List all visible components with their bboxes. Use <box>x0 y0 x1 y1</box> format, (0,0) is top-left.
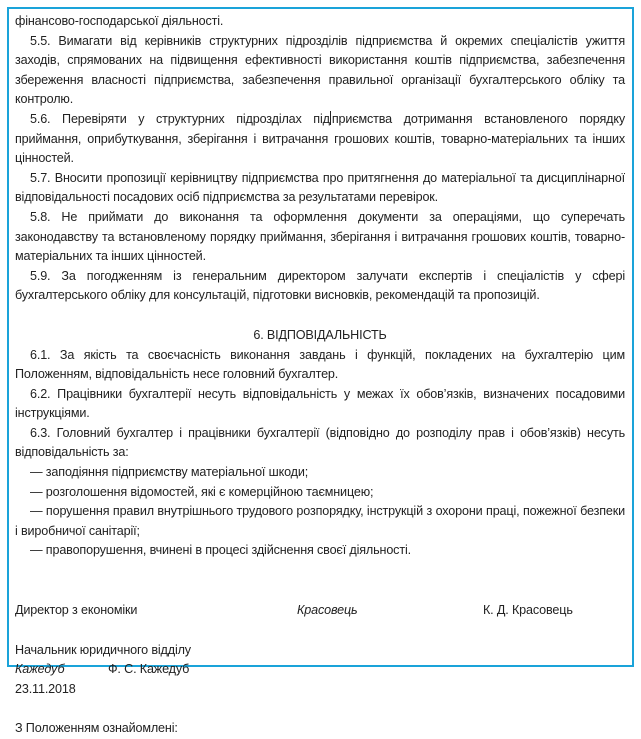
clause-6-2: 6.2. Працівники бухгалтерії несуть відповідальність у межах їх обов’язків, визначених посадовими інструкціями. <box>15 386 625 421</box>
clause-6-3: 6.3. Головний бухгалтер і працівники бухгалтерії (відповідно до розподілу прав і обов’язків) несуть відповідальність за: <box>15 425 625 460</box>
director-signature-row <box>15 601 625 621</box>
spacer <box>15 581 625 601</box>
director-name: К. Д. Красовець <box>483 603 573 618</box>
spacer <box>15 561 625 581</box>
clause-5-7: 5.7. Вносити пропозиції керівництву підприємства про притягнення до матеріальної та дисциплінарної відповідальності посадових осіб підприємства за результатами перевірок. <box>15 170 625 205</box>
legal-head-title-row <box>15 641 625 661</box>
spacer <box>15 621 625 641</box>
signature-date: 23.11.2018 <box>15 681 76 696</box>
legal-head-title: Начальник юридичного відділу <box>15 642 191 657</box>
clause-6-1: 6.1. За якість та своєчасність виконання завдань і функцій, покладених на бухгалтерію цим Положенням, відповідальність несе головний бухгалтер. <box>15 347 625 382</box>
clause-5-6-part2: приємства дотримання встановленого порядку приймання, оприбуткування, зберігання і витрачання грошових коштів, товарно-матеріальних та інших цінностей. <box>15 111 625 166</box>
spacer <box>15 306 625 326</box>
continuation-text: фінансово-господарської діяльності. <box>15 14 224 28</box>
bullet-item: — розголошення відомостей, які є комерційною таємницею; <box>30 484 374 499</box>
bullet-item: — правопорушення, вчинені в процесі здійснення своєї діяльності. <box>30 543 411 558</box>
director-title: Директор з економіки <box>15 603 138 618</box>
director-signature: Красовець <box>297 603 358 618</box>
date-row <box>15 680 625 700</box>
bullet-item: — заподіяння підприємству матеріальної шкоди; <box>30 465 309 480</box>
legal-head-name: Ф. С. Кажедуб <box>108 662 190 677</box>
clause-5-6 <box>15 110 625 169</box>
section-6-heading: 6. ВІДПОВІДАЛЬНІСТЬ <box>253 327 387 342</box>
clause-5-8: 5.8. Не приймати до виконання та оформлення документи за операціями, що суперечать законодавству та встановленому порядку приймання, зберігання і витрачання грошових коштів, товарно-матеріальних та інших цінностей. <box>15 209 625 264</box>
acknowledged-label: З Положенням ознайомлені: <box>15 721 178 736</box>
acknowledged-row <box>15 719 625 739</box>
bullet-item: — порушення правил внутрішнього трудового розпорядку, інструкцій з охорони праці, пожежної безпеки і виробничої санітарії; <box>15 504 625 538</box>
clause-5-6-part1: 5.6. Перевіряти у структурних підрозділах під <box>30 111 330 126</box>
document-body[interactable] <box>15 12 625 739</box>
clause-5-9: 5.9. За погодженням із генеральним директором залучати експертів і спеціалістів у сфері бухгалтерського обліку для консультацій, підготовки висновків, рекомендацій та пропозицій. <box>15 268 625 303</box>
legal-head-signature-row <box>15 660 625 680</box>
clause-5-5: 5.5. Вимагати від керівників структурних підрозділів підприємства й окремих спеціалістів ужиття заходів, спрямованих на підвищення ефективності використання коштів підприємства, забезпечення збереження власності підприємства, забезпечення правильної організації бухгалтерського обліку та контролю. <box>15 33 625 107</box>
legal-head-signature: Кажедуб <box>15 662 65 677</box>
spacer <box>15 699 625 719</box>
